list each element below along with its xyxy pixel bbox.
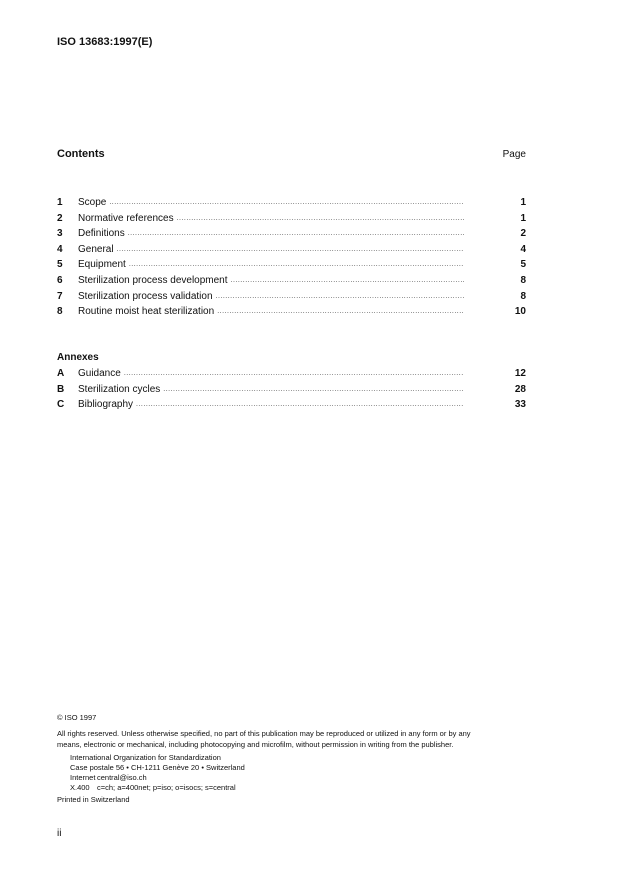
dot-leader — [163, 383, 464, 397]
page-column-label: Page — [502, 149, 526, 160]
x400-label: X.400 — [70, 783, 90, 792]
entry-number: 2 — [57, 212, 63, 224]
entry-title: Routine moist heat sterilization — [78, 306, 215, 318]
toc-entry[interactable] — [57, 290, 526, 304]
rights-line-1: All rights reserved. Unless otherwise specified, no part of this publication may be reproduced or utilized in any form or by any — [57, 729, 471, 738]
entry-page: 33 — [514, 399, 526, 411]
entry-number: 5 — [57, 259, 63, 271]
entry-number: 1 — [57, 197, 63, 208]
copyright-line: © ISO 1997 — [57, 713, 97, 722]
dot-leader — [117, 243, 464, 257]
entry-number: B — [57, 383, 65, 395]
entry-page: 2 — [520, 228, 526, 240]
entry-number: 6 — [57, 275, 63, 286]
entry-number: 4 — [57, 243, 63, 255]
toc-entry[interactable] — [57, 383, 526, 397]
entry-title: Bibliography — [78, 399, 134, 411]
toc-entry[interactable] — [57, 196, 526, 210]
entry-title: Sterilization cycles — [78, 383, 161, 395]
dot-leader — [128, 227, 464, 241]
entry-title: Normative references — [78, 212, 174, 224]
entry-number: A — [57, 368, 65, 379]
entry-number: 8 — [57, 306, 63, 318]
dot-leader — [124, 367, 464, 381]
dot-leader — [216, 290, 464, 304]
org-name: International Organization for Standardization — [70, 753, 221, 762]
entry-title: Guidance — [78, 368, 121, 379]
entry-title: General — [78, 243, 114, 255]
entry-page: 1 — [520, 212, 526, 224]
toc-entry[interactable] — [57, 258, 526, 272]
toc-entry[interactable] — [57, 274, 526, 288]
entry-number: 7 — [57, 290, 63, 302]
entry-title: Sterilization process development — [78, 275, 228, 286]
annexes-heading: Annexes — [57, 352, 99, 363]
rights-line-2: means, electronic or mechanical, including photocopying and microfilm, without permission in writing from the publisher. — [57, 740, 454, 749]
toc-entry[interactable] — [57, 305, 526, 319]
entry-page: 8 — [520, 290, 526, 302]
entry-title: Scope — [78, 197, 107, 208]
entry-title: Equipment — [78, 259, 126, 271]
printed-in: Printed in Switzerland — [57, 795, 130, 804]
entry-page: 1 — [520, 197, 526, 208]
dot-leader — [109, 196, 464, 210]
toc-entry[interactable] — [57, 212, 526, 226]
page-number: ii — [57, 828, 62, 839]
x400-value: c=ch; a=400net; p=iso; o=isocs; s=central — [97, 783, 236, 792]
dot-leader — [129, 258, 464, 272]
dot-leader — [217, 305, 464, 319]
org-address: Case postale 56 • CH-1211 Genève 20 • Switzerland — [70, 763, 245, 772]
entry-page: 5 — [520, 259, 526, 271]
toc-entry[interactable] — [57, 243, 526, 257]
entry-page: 12 — [514, 368, 526, 379]
dot-leader — [231, 274, 464, 288]
dot-leader — [177, 212, 464, 226]
dot-leader — [136, 398, 464, 412]
document-id: ISO 13683:1997(E) — [57, 36, 153, 48]
entry-number: C — [57, 399, 65, 411]
entry-page: 4 — [520, 243, 526, 255]
entry-page: 8 — [520, 275, 526, 286]
entry-page: 28 — [514, 383, 526, 395]
toc-entry[interactable] — [57, 398, 526, 412]
internet-label: Internet — [70, 773, 96, 782]
contents-heading: Contents — [57, 148, 105, 160]
internet-value: central@iso.ch — [97, 773, 147, 782]
entry-title: Sterilization process validation — [78, 290, 213, 302]
toc-entry[interactable] — [57, 227, 526, 241]
entry-number: 3 — [57, 228, 63, 240]
toc-entry[interactable] — [57, 367, 526, 381]
entry-title: Definitions — [78, 228, 125, 240]
entry-page: 10 — [514, 306, 526, 318]
